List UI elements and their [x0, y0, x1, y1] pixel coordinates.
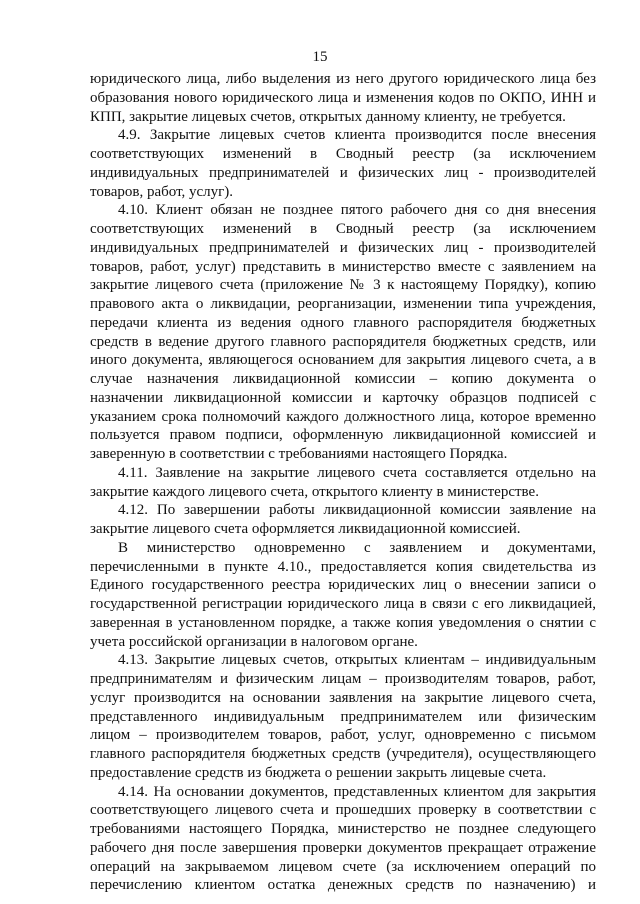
text-line: индивидуальных предпринимателей и физических лиц - производителей [90, 164, 596, 181]
text-line: указанием срока полномочий каждого должностного лица, которое временно [90, 408, 596, 425]
text-line: 4.12. По завершении работы ликвидационной комиссии заявление на [118, 502, 596, 519]
body-text [90, 70, 596, 895]
text-line: назначении ликвидационной комиссии и карточку образцов подписей с [90, 389, 596, 406]
text-line: соответствующих изменений в Сводный реестр (за исключением [90, 221, 596, 237]
text-line: учета российской организации в налоговом органе. [90, 633, 418, 650]
text-line: образования нового юридического лица и изменения кодов по ОКПО, ИНН и [90, 89, 596, 106]
text-line: представленного индивидуальным предпринимателем или физическим [90, 708, 596, 725]
text-line: средств в ведение другого главного распорядителя бюджетных средств, или [90, 333, 596, 350]
text-line: соответствующего лицевого счета и прошедших проверку в соответствии с [90, 802, 596, 819]
text-line: товаров, работ, услуг). [90, 183, 234, 200]
text-line: операций на закрываемом лицевом счете (за исключением операций по [90, 858, 596, 875]
text-line: главного распорядителя бюджетных средств (учредителя), осуществляющего [90, 746, 596, 762]
text-line: соответствующих изменений в Сводный реестр (за исключением [90, 146, 596, 162]
text-line: 4.13. Закрытие лицевых счетов, открытых клиентам – индивидуальным [118, 652, 596, 669]
text-line: лицом – производителем товаров, работ, услуг, одновременно с письмом [90, 727, 596, 744]
text-line: товаров, работ, услуг) представить в министерство вместе с заявлением на [90, 258, 596, 275]
text-line: услуг производится на основании заявления на закрытие лицевого счета, [90, 689, 596, 706]
text-line: заверенная в установленном порядке, а также копия уведомления о снятии с [90, 614, 596, 631]
text-line: закрытие лицевого счета оформляется ликвидационной комиссией. [90, 521, 521, 537]
text-line: 4.9. Закрытие лицевых счетов клиента производится после внесения [118, 127, 596, 144]
text-line: индивидуальных предпринимателей и физических лиц - производителей [90, 239, 596, 256]
text-line: 4.11. Заявление на закрытие лицевого счета составляется отдельно на [118, 464, 596, 481]
text-line: передачи клиента из ведения одного главного распорядителя бюджетных [90, 314, 596, 331]
text-line: Единого государственного реестра юридических лиц о внесении записи о [90, 577, 596, 594]
text-line: 4.10. Клиент обязан не позднее пятого рабочего дня со дня внесения [118, 202, 596, 219]
text-line: В министерство одновременно с заявлением и документами, [118, 539, 596, 556]
text-line: КПП, закрытие лицевых счетов, открытых данному клиенту, не требуется. [90, 108, 566, 125]
text-line: пользуется правом подписи, оформленную ликвидационной комиссией и [90, 427, 596, 444]
text-line: юридического лица, либо выделения из него другого юридического лица без [90, 71, 596, 87]
text-line: перечисленными в пункте 4.10., предоставляется копия свидетельства из [90, 558, 596, 575]
text-line: иного документа, являющегося основанием для закрытия лицевого счета, а в [90, 352, 596, 369]
page-number: 15 [312, 49, 328, 65]
text-line: случае назначения ликвидационной комиссии – копию документа о [90, 371, 596, 387]
text-line: заверенную в соответствии с требованиями настоящего Порядка. [90, 446, 508, 462]
text-line: закрытие каждого лицевого счета, открытого клиенту в министерстве. [90, 483, 539, 500]
text-line: предпринимателям и физическим лицам – производителям товаров, работ, [90, 671, 596, 687]
text-line: правового акта о ликвидации, реорганизации, изменении типа учреждения, [90, 296, 596, 312]
text-line: перечислению клиентом остатка денежных средств по назначению) и [90, 877, 596, 894]
text-line: требованиями настоящего Порядка, министерство не позднее следующего [90, 821, 596, 837]
text-line: 4.14. На основании документов, представленных клиентом для закрытия [118, 783, 596, 800]
text-line: закрытие лицевого счета (приложение № 3 к настоящему Порядку), копию [90, 277, 596, 294]
text-line: рабочего дня после завершения проверки документов прекращает отражение [90, 839, 596, 856]
text-line: предоставление средств из бюджета о решении закрыть лицевые счета. [90, 764, 547, 781]
text-line: государственной регистрации юридического лица в связи с его ликвидацией, [90, 596, 596, 612]
